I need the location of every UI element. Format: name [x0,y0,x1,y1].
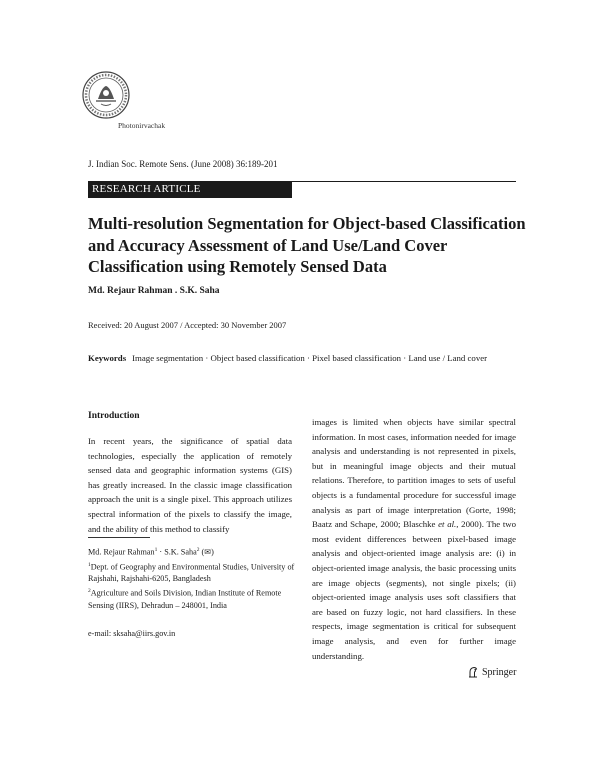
keywords [88,351,528,366]
keywords-text: Image segmentation · Object based classification · Pixel based classification · Land use / Land cover [132,353,488,363]
section-heading-introduction: Introduction [88,411,140,421]
article-type-label: RESEARCH ARTICLE [92,183,201,195]
journal-reference: J. Indian Soc. Remote Sens. (June 2008) 36:189-201 [88,159,278,169]
title-line: Classification using Remotely Sensed Data [88,257,387,276]
col2-text-a: images is limited when objects have similar spectral information. In most cases, information needed for image analysis and understanding is not represented in pixels, but in meaningful image objects and their mutual relations. Therefore, to partition images to sets of useful objects is a fundamental procedure for successful image analysis as part of image interpretation (Gorte, 1998; Baatz and Schape, 2000; Blaschke [312,417,516,530]
keywords-label: Keywords [88,353,127,363]
article-title [88,213,528,278]
corresponding-authors: Md. Rejaur Rahman$^1$ · S.K. Saha$^2$ (✉) [88,547,214,557]
received-dates: Received: 20 August 2007 / Accepted: 30 November 2007 [88,320,287,330]
journal-seal-logo [81,70,131,120]
intro-paragraph-col2 [312,415,516,663]
logo-caption: Photonirvachak [118,121,166,130]
col2-text-b: , 2000). The two most evident differences between pixel-based image analysis and object-oriented image analysis are: (i) in object-oriented image analysis, the basic processing units are image objects (segments), not single pixels; (ii) object-oriented image analysis uses soft classifiers that are based on fuzzy logic, not hard classifiers. In these respects, image segmentation is critical for subsequent image analysis, and even for further image understanding. [312,519,517,661]
affiliation-2: $^2$Agriculture and Soils Division, Indian Institute of Remote Sensing (IIRS), Dehradun – 248001, India [88,588,282,611]
banner-rule [292,181,516,182]
mail-icon: (✉) [199,547,214,557]
email-address[interactable]: e-mail: sksaha@iirs.gov.in [88,629,176,638]
col2-etal: et al. [438,519,457,530]
title-line: Multi-resolution Segmentation for Object-based Classification [88,214,526,233]
publisher-name: Springer [482,666,517,678]
title-line: and Accuracy Assessment of Land Use/Land Cover [88,235,448,255]
affiliation-1: $^1$Dept. of Geography and Environmental Studies, University of Rajshahi, Rajshahi-6205, Bangladesh [88,561,295,584]
footnote-divider [88,537,150,538]
springer-horse-icon [467,666,479,678]
author-affiliations [88,544,298,612]
intro-paragraph-col1: In recent years, the significance of spatial data technologies, especially the application of remotely sensed data and geographic information systems (GIS) has greatly increased. In the classic image classification approach the unit is a single pixel. This approach utilizes spectral information of the pixels to classify the image, and the ability of this method to classify [88,436,292,534]
publisher-logo [467,666,516,678]
author-list: Md. Rejaur Rahman . S.K. Saha [88,286,220,296]
